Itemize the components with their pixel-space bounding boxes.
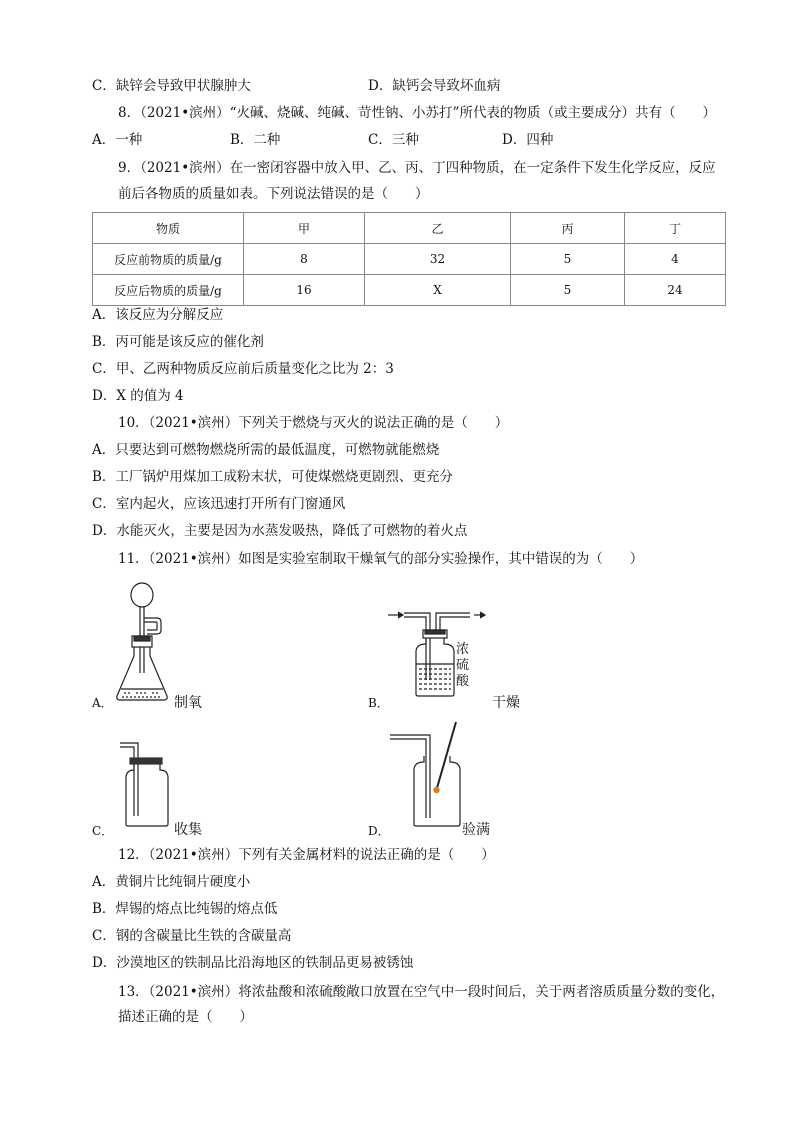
fig-b-caption: 干燥 — [492, 695, 520, 711]
q10-option-d: D．水能灭火，主要是因为水蒸发吸热，降低了可燃物的着火点 — [92, 523, 468, 539]
q12-stem: 12．（2021•滨州）下列有关金属材料的说法正确的是（ ） — [118, 847, 495, 863]
q9-stem-line2: 前后各物质的质量如表。下列说法错误的是（ ） — [118, 186, 429, 202]
q12-option-c: C．钢的含碳量比生铁的含碳量高 — [92, 928, 292, 944]
q12-option-b: B．焊锡的熔点比纯锡的熔点低 — [92, 901, 278, 917]
table-header-cell: 物质 — [93, 213, 244, 244]
q11-stem: 11．（2021•滨州）如图是实验室制取干燥氧气的部分实验操作，其中错误的为（ ） — [118, 551, 644, 567]
q8-option-d: D．四种 — [502, 132, 554, 148]
table-cell: 4 — [625, 244, 726, 275]
q8-option-b: B．二种 — [230, 132, 281, 148]
table-cell: 8 — [244, 244, 365, 275]
collection-bottle-figure — [118, 736, 174, 830]
q9-stem-line1: 9．（2021•滨州）在一密闭容器中放入甲、乙、丙、丁四种物质，在一定条件下发生化学反应，反应 — [118, 160, 716, 176]
q8-option-c: C．三种 — [368, 132, 419, 148]
q10-option-a: A．只要达到可燃物燃烧所需的最低温度，可燃物就能燃烧 — [92, 442, 440, 458]
mass-table — [92, 212, 726, 306]
table-header-cell: 甲 — [244, 213, 365, 244]
flask-apparatus-figure — [112, 578, 182, 708]
q10-option-b: B．工厂锅炉用煤加工成粉末状，可使煤燃烧更剧烈、更充分 — [92, 469, 453, 485]
table-cell: 反应后物质的质量/g — [93, 275, 244, 306]
table-cell: 32 — [365, 244, 511, 275]
drying-bottle-figure — [386, 606, 490, 702]
q8-option-a: A．一种 — [92, 132, 143, 148]
reagent-char: 酸 — [456, 674, 470, 689]
table-cell: 24 — [625, 275, 726, 306]
table-cell: 5 — [511, 275, 625, 306]
q9-option-c: C．甲、乙两种物质反应前后质量变化之比为 2：3 — [92, 361, 394, 377]
table-header-row — [93, 213, 726, 244]
q9-option-d: D．X 的值为 4 — [92, 388, 184, 404]
q7-option-d: D．缺钙会导致坏血病 — [368, 78, 501, 94]
table-header-cell: 丁 — [625, 213, 726, 244]
q13-stem-line1: 13．（2021•滨州）将浓盐酸和浓硫酸敞口放置在空气中一段时间后，关于两者溶质质量分数的变化， — [118, 984, 725, 1000]
table-header-cell: 乙 — [365, 213, 511, 244]
fig-d-letter: D． — [368, 824, 390, 838]
table-row — [93, 244, 726, 275]
q9-option-a: A．该反应为分解反应 — [92, 307, 224, 323]
fig-a-letter: A． — [92, 696, 113, 710]
table-cell: 反应前物质的质量/g — [93, 244, 244, 275]
splint-test-figure — [390, 718, 464, 830]
q8-stem: 8．（2021•滨州）“火碱、烧碱、纯碱、苛性钠、小苏打”所代表的物质（或主要成分）共有（ ） — [118, 105, 716, 121]
reagent-char: 硫 — [456, 658, 470, 673]
q10-stem: 10．（2021•滨州）下列关于燃烧与灭火的说法正确的是（ ） — [118, 415, 509, 431]
q7-option-c: C．缺锌会导致甲状腺肿大 — [92, 78, 251, 94]
reagent-char: 浓 — [456, 642, 470, 657]
fig-c-caption: 收集 — [174, 822, 202, 838]
q10-option-c: C．室内起火，应该迅速打开所有门窗通风 — [92, 496, 346, 512]
table-cell: 16 — [244, 275, 365, 306]
fig-d-caption: 验满 — [462, 822, 490, 838]
fig-a-caption: 制氧 — [174, 695, 202, 711]
q13-stem-line2: 描述正确的是（ ） — [118, 1009, 253, 1025]
q12-option-a: A．黄铜片比纯铜片硬度小 — [92, 874, 251, 890]
table-header-cell: 丙 — [511, 213, 625, 244]
table-cell: 5 — [511, 244, 625, 275]
q9-option-b: B．丙可能是该反应的催化剂 — [92, 334, 264, 350]
table-row — [93, 275, 726, 306]
q12-option-d: D．沙漠地区的铁制品比沿海地区的铁制品更易被锈蚀 — [92, 955, 414, 971]
reagent-label — [456, 642, 470, 690]
table-cell: X — [365, 275, 511, 306]
fig-c-letter: C． — [92, 824, 114, 838]
fig-b-letter: B． — [368, 696, 389, 710]
